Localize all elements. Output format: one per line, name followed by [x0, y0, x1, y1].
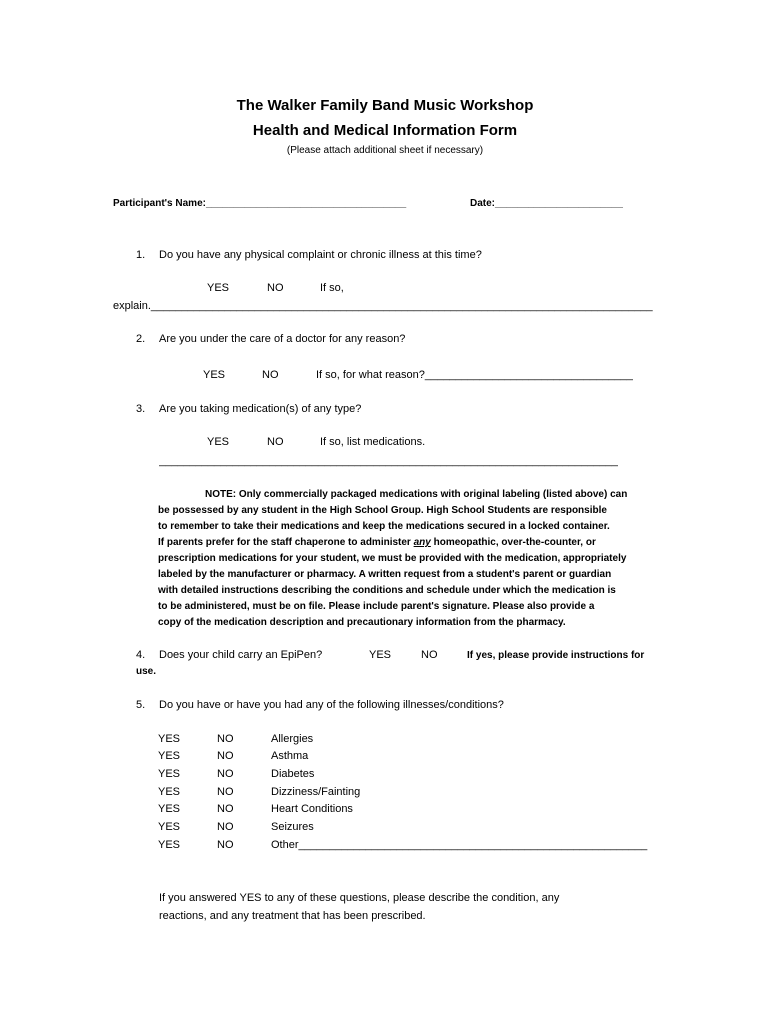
- note-line-4c: homeopathic, over-the-counter, or: [430, 537, 596, 548]
- q2-no-option[interactable]: NO: [262, 369, 279, 381]
- condition-yes[interactable]: YES: [158, 768, 181, 780]
- condition-diabetes: Diabetes: [271, 768, 315, 780]
- condition-asthma: Asthma: [271, 750, 309, 762]
- condition-yes[interactable]: YES: [158, 786, 181, 798]
- form-subtitle: (Please attach additional sheet if necessary): [286, 145, 484, 156]
- note-line-6: labeled by the manufacturer or pharmacy. A written request from a student's parent or guardian: [158, 569, 612, 580]
- condition-allergies: Allergies: [271, 733, 314, 745]
- q1-explain-line[interactable]: explain.__________________________________________________________________________________: [113, 300, 653, 312]
- condition-yes[interactable]: YES: [158, 733, 181, 745]
- q1-yes-option[interactable]: YES: [207, 282, 230, 294]
- note-line-2: be possessed by any student in the High School Group. High School Students are responsible: [158, 505, 607, 516]
- participant-name-field[interactable]: Participant's Name:____________________________________: [113, 198, 407, 209]
- q1-number: 1.: [136, 249, 146, 261]
- condition-no[interactable]: NO: [217, 733, 234, 745]
- q1-ifso-label: If so,: [320, 282, 344, 294]
- condition-no[interactable]: NO: [217, 803, 234, 815]
- note-emphasis-any: any: [413, 537, 431, 548]
- followup-line-2: reactions, and any treatment that has been prescribed.: [159, 910, 426, 922]
- q4-no-option[interactable]: NO: [421, 649, 438, 661]
- followup-line-1: If you answered YES to any of these questions, please describe the condition, any: [159, 892, 560, 904]
- q4-use: use.: [136, 666, 157, 677]
- condition-dizziness: Dizziness/Fainting: [271, 786, 361, 798]
- condition-no[interactable]: NO: [217, 786, 234, 798]
- q3-yes-option[interactable]: YES: [207, 436, 230, 448]
- q3-no-option[interactable]: NO: [267, 436, 284, 448]
- note-line-5: prescription medications for your student, we must be provided with the medication, appropriately: [158, 553, 627, 564]
- q2-text: Are you under the care of a doctor for any reason?: [159, 333, 406, 345]
- condition-other-field[interactable]: Other_________________________________________________________: [271, 839, 648, 851]
- form-title-line1: The Walker Family Band Music Workshop: [236, 97, 534, 114]
- q2-number: 2.: [136, 333, 146, 345]
- note-line-8: to be administered, must be on file. Please include parent's signature. Please also provide a: [158, 601, 595, 612]
- date-field[interactable]: Date:_______________________: [470, 198, 623, 209]
- q2-yes-option[interactable]: YES: [203, 369, 226, 381]
- condition-no[interactable]: NO: [217, 750, 234, 762]
- condition-yes[interactable]: YES: [158, 750, 181, 762]
- form-title-line2: Health and Medical Information Form: [252, 122, 518, 139]
- condition-seizures: Seizures: [271, 821, 314, 833]
- q3-text: Are you taking medication(s) of any type?: [159, 403, 362, 415]
- q4-instructions: If yes, please provide instructions for: [467, 650, 645, 661]
- condition-no[interactable]: NO: [217, 839, 234, 851]
- note-line-4: [158, 537, 596, 548]
- note-line-9: copy of the medication description and precautionary information from the pharmacy.: [158, 617, 566, 628]
- q4-number: 4.: [136, 649, 146, 661]
- q4-yes-option[interactable]: YES: [369, 649, 392, 661]
- q4-text: Does your child carry an EpiPen?: [159, 649, 323, 661]
- note-line-4a: If parents prefer for the staff chaperone to administer: [158, 537, 414, 548]
- q3-medications-line[interactable]: ___________________________________________________________________________: [159, 455, 618, 467]
- condition-yes[interactable]: YES: [158, 839, 181, 851]
- q3-number: 3.: [136, 403, 146, 415]
- q2-reason-field[interactable]: If so, for what reason?__________________________________: [316, 369, 633, 381]
- condition-yes[interactable]: YES: [158, 821, 181, 833]
- q3-ifso-label: If so, list medications.: [320, 436, 426, 448]
- q1-no-option[interactable]: NO: [267, 282, 284, 294]
- condition-yes[interactable]: YES: [158, 803, 181, 815]
- note-line-3: to remember to take their medications and keep the medications secured in a locked container.: [158, 521, 610, 532]
- condition-no[interactable]: NO: [217, 768, 234, 780]
- q1-text: Do you have any physical complaint or chronic illness at this time?: [159, 249, 482, 261]
- q5-text: Do you have or have you had any of the following illnesses/conditions?: [159, 699, 504, 711]
- condition-heart: Heart Conditions: [271, 803, 353, 815]
- note-line-7: with detailed instructions describing the conditions and schedule under which the medication is: [158, 585, 616, 596]
- note-line-1: NOTE: Only commercially packaged medications with original labeling (listed above) can: [205, 489, 628, 500]
- q5-number: 5.: [136, 699, 146, 711]
- condition-no[interactable]: NO: [217, 821, 234, 833]
